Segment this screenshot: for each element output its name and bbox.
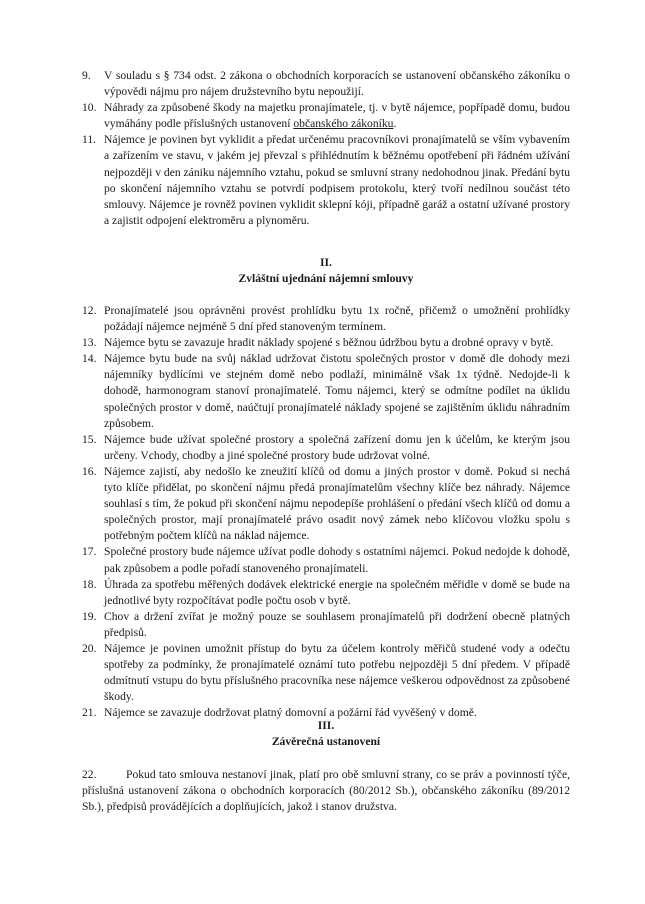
item-text: Společné prostory bude nájemce užívat podle dohody s ostatními nájemci. Pokud nedojde k dohodě, pak způsobem a podle pořadí stanoveného pronajímateli. [104, 545, 570, 575]
list-item-11 [82, 132, 570, 229]
item-number: 12. [82, 304, 97, 317]
item-number: 16. [82, 464, 97, 478]
item-text: Nájemce je povinen byt vyklidit a předat určenému pracovníkovi pronajímatelů se vším vybavením a zařízením ve stavu, v jakém jej převzal s přihlédnutím k běžnému opotřebení při řádném užívání nejpozději v den zániku nájemního vztahu, pokud se smluvní strany nedohodnou jinak. Předání bytu po skončení nájemního vztahu se potvrdí podpisem protokolu, který tvoří nedílnou součást této smlouvy. Nájemce je rovněž povinen vyklidit sklepní kóji, případně garáž a ostatní užívané prostory a zajistit odpojení elektroměru a plynoměru. [104, 133, 570, 227]
item-number: 10. [82, 101, 97, 115]
list-item-17 [82, 544, 570, 576]
section-title: Zvláštní ujednání nájemní smlouvy [238, 272, 414, 285]
item-text: Nájemce bytu bude na svůj náklad udržovat čistotu společných prostor v domě dle dohody mezi nájemníky bydlícími ve stejném domě nebo podlaží, minimálně však 1x týdně. Nedojde-li k dohodě, harmonogram stanoví pronajímatelé. Tomu nájemci, který se odmítne podílet na úklidu společných prostor v domě, naúčtují pronajímatelé náklady spojené se zajištěním úklidu náhradním způsobem. [104, 352, 570, 430]
list-item-9 [82, 68, 570, 100]
item-text: Chov a držení zvířat je možný pouze se souhlasem pronajímatelů při dodržení obecně platných předpisů. [104, 609, 570, 639]
list-item-14 [82, 351, 570, 431]
item-number: 20. [82, 641, 97, 655]
item-text: Pokud tato smlouva nestanoví jinak, platí pro obě smluvní strany, co se práv a povinností týče, příslušná ustanovení zákona o obchodních korporacích (80/2012 Sb.), občanského zákoníku (89/2012 Sb.), předpisů provádějících a doplňujících, jakož i stanov družstva. [82, 768, 570, 814]
item-number: 11. [82, 133, 97, 147]
list-item-19 [82, 609, 570, 641]
list-item-15 [82, 432, 570, 464]
section-numeral: III. [317, 719, 335, 732]
list-item-12 [82, 303, 570, 335]
item-text: Nájemce zajistí, aby nedošlo ke zneužití klíčů od domu a jiných prostor v domě. Pokud si nechá tyto klíče přidělat, po skončení nájmu předá pronajímatelům všechny klíče bez náhrady. Nájemce souhlasí s tím, že pokud při skončení nájmu nepodepíše prohlášení o předání všech klíčů od domu a společných prostor, mají pronajímatelé právo osadit nový zámek nebo klíčovou vložku spolu s potřebným počtem klíčů na náklad nájemce. [104, 464, 570, 543]
section-numeral: II. [320, 256, 332, 269]
item-text: Nájemce se zavazuje dodržovat platný domovní a požární řád vyvěšený v domě. [104, 706, 477, 720]
item-text-part: Náhrady za způsobené škody na majetku pronajímatele, tj. v bytě nájemce, popřípadě domu, budou vymáhány podle příslušných ustanovení [104, 101, 570, 131]
item-text: V souladu s § 734 odst. 2 zákona o obchodních korporacích se ustanovení občanského zákoníku o výpovědi nájmu pro nájem družstevního bytu nepoužijí. [104, 69, 570, 99]
item-text: Pronajímatelé jsou oprávněni provést prohlídku bytu 1x ročně, přičemž o umožnění prohlídky požádají nájemce nejméně 5 dní před stanoveným termínem. [104, 304, 570, 334]
item-number: 17. [82, 545, 97, 559]
item-text: Nájemce je povinen umožnit přístup do bytu za účelem kontroly měřičů studené vody a odečtu spotřeby za podmínky, že pronajímatelé oznámí tuto potřebu nejpozději 5 dní předem. V případě odmítnutí vstupu do bytu příslušného pracovníka nese nájemce veškerou odpovědnost za způsobené škody. [104, 641, 570, 704]
item-number: 15. [82, 432, 97, 446]
item-number: 13. [82, 336, 97, 350]
section-heading-3 [82, 718, 570, 750]
list-item-13 [82, 335, 570, 351]
section-heading-2 [82, 255, 570, 287]
list-item-22 [82, 767, 570, 815]
list-item-10 [82, 100, 570, 132]
item-list-top [82, 68, 570, 229]
item-number: 9. [82, 69, 91, 82]
item-text: Úhrada za spotřebu měřených dodávek elektrické energie na společném měřidle v domě se bude na jednotlivé byty rozpočítávat podle počtu osob v bytě. [104, 577, 570, 607]
item-number: 18. [82, 577, 97, 591]
item-text-part: . [393, 117, 397, 131]
item-text: Nájemce bytu se zavazuje hradit náklady spojené s běžnou údržbou bytu a drobné opravy v bytě. [104, 336, 554, 350]
item-list-section-2 [82, 303, 570, 721]
list-item-20 [82, 641, 570, 705]
item-number: 21. [82, 706, 97, 720]
item-number: 22. [82, 768, 97, 781]
list-item-16 [82, 464, 570, 544]
item-number: 19. [82, 609, 97, 623]
item-text: Nájemce bude užívat společné prostory a společná zařízení domu jen k účelům, ke kterým jsou určeny. Vchody, chodby a jiné společné prostory bude udržovat volné. [104, 432, 570, 462]
item-number: 14. [82, 352, 97, 366]
section-title: Závěrečná ustanovení [271, 735, 381, 748]
list-item-18 [82, 577, 570, 609]
item-text [104, 100, 570, 132]
civil-code-link[interactable]: občanského zákoníku [293, 117, 394, 131]
